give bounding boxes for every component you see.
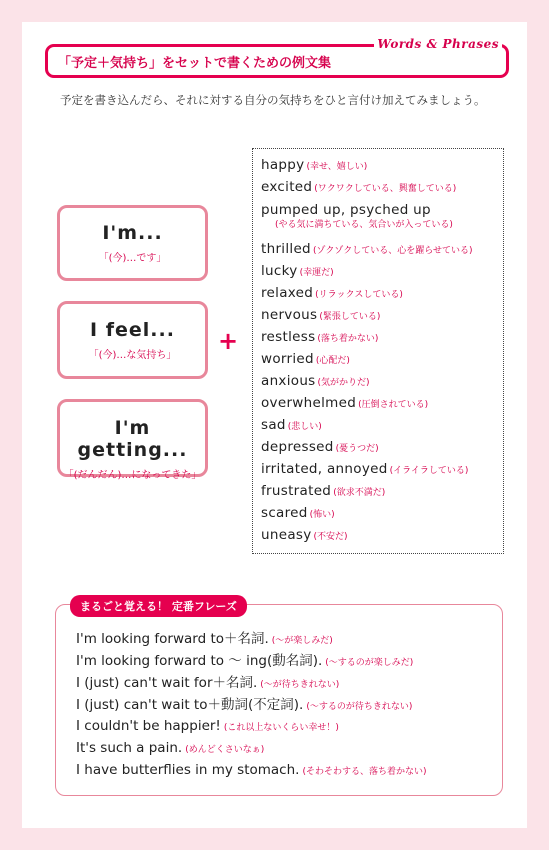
adjective-word: thrilled: [261, 241, 311, 257]
adjective-word: uneasy: [261, 527, 312, 543]
adjective-meaning: (リラックスしている): [315, 290, 403, 300]
stem-main: I'm getting...: [77, 417, 188, 461]
list-item: [261, 326, 378, 345]
phrase-item: [76, 627, 333, 647]
phrase-jp: (～が楽しみだ): [271, 636, 333, 646]
adjective-meaning: (憂うつだ): [335, 444, 379, 454]
adjective-meaning: (気がかりだ): [317, 378, 370, 388]
adjective-word: sad: [261, 417, 286, 433]
words-phrases-label: Words & Phrases: [374, 37, 502, 51]
list-item: [261, 414, 322, 433]
phrase-item: [76, 649, 413, 669]
adjective-word: depressed: [261, 439, 334, 455]
adjective-word: scared: [261, 505, 308, 521]
adjective-meaning: (怖い): [309, 510, 335, 520]
phrases-tab-label: まるごと覚える！ 定番フレーズ: [70, 595, 247, 617]
phrase-en: I (just) can't wait for＋名詞.: [76, 675, 258, 691]
adjective-word: lucky: [261, 263, 298, 279]
adjective-meaning: (不安だ): [313, 532, 348, 542]
phrase-en: I'm looking forward to ～ ing(動名詞).: [76, 653, 323, 669]
stem-sub: 「(今)…な気持ち」: [88, 350, 177, 361]
adjective-word: excited: [261, 179, 313, 195]
list-item: [261, 392, 428, 411]
phrase-jp: (そわそわする、落ち着かない): [302, 767, 427, 777]
phrase-en: I couldn't be happier!: [76, 718, 221, 734]
stem-sub: 「(今)…です」: [98, 253, 167, 264]
stem-box-im-getting: [57, 399, 208, 481]
adjective-word: worried: [261, 351, 314, 367]
adjective-meaning: (幸せ、嬉しい): [306, 162, 368, 172]
phrase-jp: (～するのが待ちきれない): [306, 702, 413, 712]
adjective-word: restless: [261, 329, 316, 345]
list-item: [261, 260, 334, 279]
adjective-meaning: (イライラしている): [389, 466, 469, 476]
phrase-en: I'm looking forward to＋名詞.: [76, 631, 269, 647]
phrase-jp: (～するのが楽しみだ): [325, 658, 414, 668]
adjective-word: overwhelmed: [261, 395, 357, 411]
list-item: [261, 480, 385, 499]
list-item: [261, 436, 379, 455]
phrase-item: [76, 671, 339, 691]
adjective-meaning: (緊張している): [319, 312, 381, 322]
phrase-jp: (めんどくさいなぁ): [185, 745, 265, 755]
adjective-meaning: (欲求不満だ): [333, 488, 386, 498]
list-item: [261, 304, 380, 323]
adjective-meaning: (ゾクゾクしている、心を躍らせている): [312, 246, 473, 256]
phrase-item: [76, 693, 412, 713]
adjective-word: irritated, annoyed: [261, 461, 388, 477]
list-item: [261, 348, 350, 367]
stem-sub: 「(だんだん)…になってきた」: [63, 470, 202, 481]
section-title: 「予定＋気持ち」をセットで書くための例文集: [58, 56, 332, 71]
phrase-item: [76, 737, 264, 756]
stem-main: I'm...: [102, 222, 163, 244]
adjective-meaning: (幸運だ): [299, 268, 334, 278]
list-item: [261, 524, 348, 543]
adjective-word: relaxed: [261, 285, 314, 301]
adjective-meaning: (悲しい): [287, 422, 322, 432]
intro-text: 予定を書き込んだら、それに対する自分の気持ちをひと言付け加えてみましょう。: [60, 93, 486, 107]
list-item: [261, 154, 367, 173]
adjective-word: happy: [261, 157, 305, 173]
phrase-jp: (これ以上ないくらい幸せ！): [223, 723, 339, 733]
adjective-word: frustrated: [261, 483, 332, 499]
list-item: [261, 282, 403, 301]
plus-icon: +: [218, 327, 239, 355]
stem-box-im: [57, 205, 208, 281]
phrase-item: [76, 759, 426, 778]
phrase-jp: (～が待ちきれない): [260, 680, 340, 690]
list-item: [261, 176, 456, 195]
list-item: [261, 458, 468, 477]
adjective-meaning: (ワクワクしている、興奮している): [314, 184, 457, 194]
adjective-word: nervous: [261, 307, 318, 323]
adjective-list: [252, 148, 504, 554]
phrase-en: I have butterflies in my stomach.: [76, 762, 300, 778]
phrase-en: I (just) can't wait to＋動詞(不定詞).: [76, 697, 304, 713]
page: [22, 22, 527, 828]
section-title-box: [45, 37, 509, 78]
phrase-en: It's such a pain.: [76, 740, 183, 756]
adjective-meaning: (圧倒されている): [358, 400, 429, 410]
stem-main: I feel...: [90, 319, 175, 341]
list-item: [261, 238, 473, 257]
list-item: [261, 370, 370, 389]
adjective-meaning: (心配だ): [315, 356, 350, 366]
adjective-word: anxious: [261, 373, 316, 389]
stem-box-i-feel: [57, 301, 208, 379]
adjective-meaning: (落ち着かない): [317, 334, 379, 344]
adjective-meaning: (やる気に満ちている、気合いが入っている): [275, 220, 453, 230]
phrase-item: [76, 715, 339, 734]
list-item: [261, 199, 453, 230]
adjective-word: pumped up, psyched up: [261, 202, 431, 218]
list-item: [261, 502, 335, 521]
